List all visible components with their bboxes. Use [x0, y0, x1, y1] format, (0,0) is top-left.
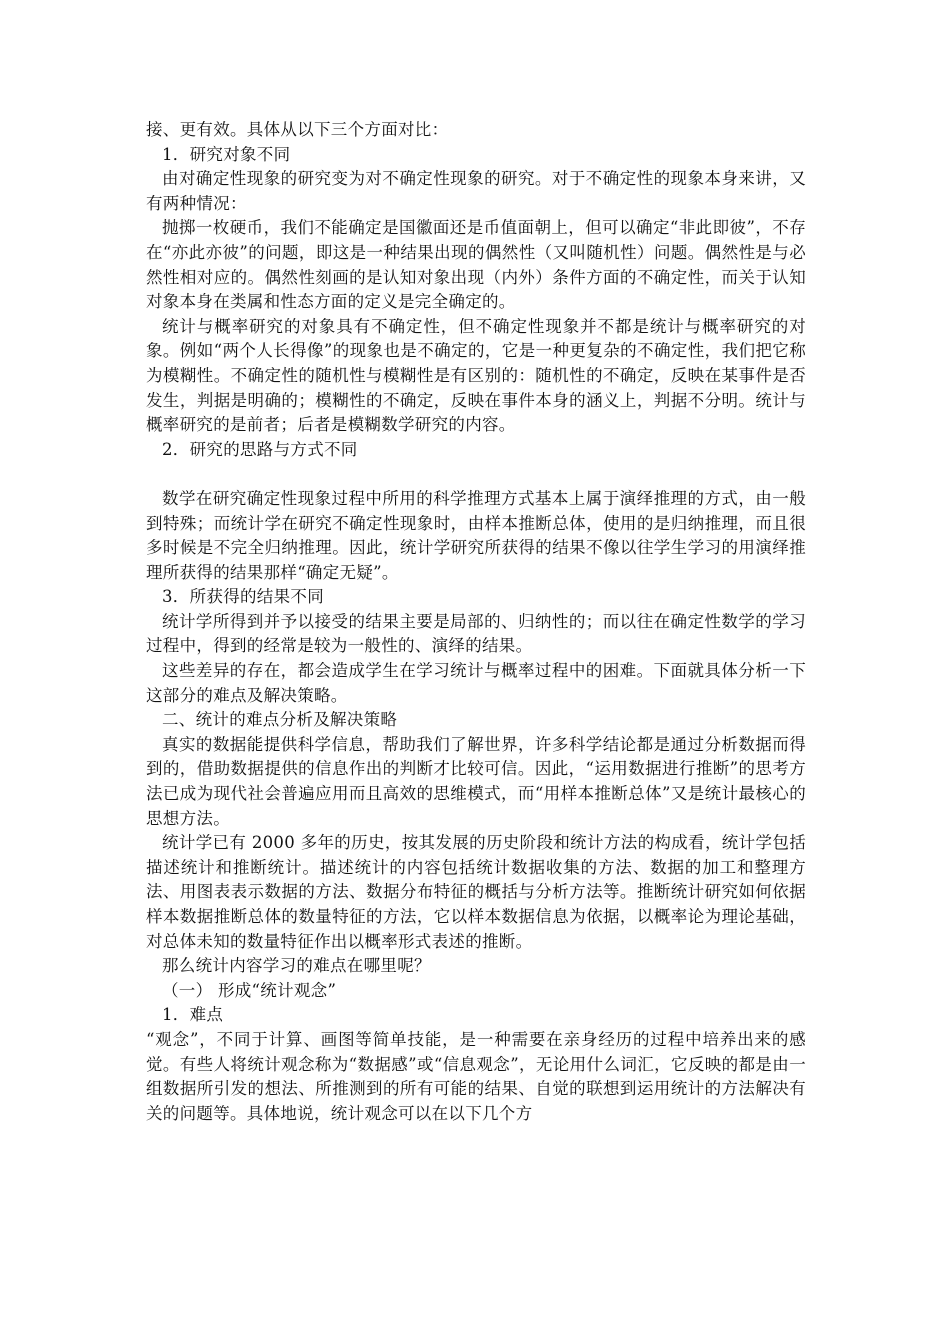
paragraph-10: 这些差异的存在，都会造成学生在学习统计与概率过程中的困难。下面就具体分析一下这部分的难点及解决策略。	[146, 661, 806, 705]
heading-research-object: 1．研究对象不同	[162, 144, 291, 164]
heading-section-two: 二、统计的难点分析及解决策略	[162, 710, 398, 730]
heading-difficulty: 1．难点	[162, 1005, 224, 1025]
paragraph-12: 真实的数据能提供科学信息，帮助我们了解世界，许多科学结论都是通过分析数据而得到的，借助数据提供的信息作出的判断才比较可信。因此，“运用数据进行推断”的思考方法已成为现代社会普遍应用而且高效的思维模式，而“用样本推断总体”又是统计最核心的思想方法。	[146, 734, 806, 828]
paragraph-7: 数学在研究确定性现象过程中所用的科学推理方式基本上属于演绎推理的方式，由一般到特殊；而统计学在研究不确定性现象时，由样本推断总体，使用的是归纳推理，而且很多时候是不完全归纳推理。因此，统计学研究所获得的结果不像以往学生学习的用演绎推理所获得的结果那样“确定无疑”。	[146, 488, 806, 582]
heading-research-approach: 2．研究的思路与方式不同	[162, 439, 358, 459]
paragraph-2: 由对确定性现象的研究变为对不确定性现象的研究。对于不确定性的现象本身来讲，又有两种情况：	[146, 169, 806, 213]
heading-results: 3．所获得的结果不同	[162, 587, 324, 607]
blank-line	[146, 462, 806, 487]
paragraph-17: “观念”，不同于计算、画图等简单技能，是一种需要在亲身经历的过程中培养出来的感觉。有些人将统计观念称为“数据感”或“信息观念”，无论用什么词汇，它反映的都是由一组数据所引发的想法、所推测到的所有可能的结果、自觉的联想到运用统计的方法解决有关的问题等。具体地说，统计观念可以在以下几个方	[146, 1029, 806, 1123]
paragraph-9: 统计学所得到并予以接受的结果主要是局部的、归纳性的；而以往在确定性数学的学习过程中，得到的经常是较为一般性的、演绎的结果。	[146, 611, 806, 656]
paragraph-0: 接、更有效。具体从以下三个方面对比：	[146, 120, 449, 139]
paragraph-3: 抛掷一枚硬币，我们不能确定是国徽面还是币值面朝上，但可以确定“非此即彼”，不存在“亦此亦彼”的问题，即这是一种结果出现的偶然性（又叫随机性）问题。偶然性是与必然性相对应的。偶然性刻画的是认知对象出现（内外）条件方面的不确定性，而关于认知对象本身在类属和性态方面的定义是完全确定的。	[146, 218, 806, 312]
paragraph-4: 统计与概率研究的对象具有不确定性，但不确定性现象并不都是统计与概率研究的对象。例如“两个人长得像”的现象也是不确定的，它是一种更复杂的不确定性，我们把它称为模糊性。不确定性的随机性与模糊性是有区别的：随机性的不确定，反映在某事件是否发生，判据是明确的；模糊性的不确定，反映在事件本身的涵义上，判据不分明。统计与概率研究的是前者；后者是模糊数学研究的内容。	[146, 316, 806, 435]
paragraph-14: 那么统计内容学习的难点在哪里呢？	[162, 956, 431, 976]
paragraph-13: 统计学已有 2000 多年的历史，按其发展的历史阶段和统计方法的构成看，统计学包括描述统计和推断统计。描述统计的内容包括统计数据收集的方法、数据的加工和整理方法、用图表表示数据的方法、数据分布特征的概括与分析方法等。推断统计研究如何依据样本数据推断总体的数量特征的方法，它以样本数据信息为依据，以概率论为理论基础，对总体未知的数量特征作出以概率形式表述的推断。	[146, 833, 806, 951]
document-body	[146, 118, 806, 1126]
heading-statistical-concept: （一） 形成“统计观念”	[162, 980, 337, 1000]
